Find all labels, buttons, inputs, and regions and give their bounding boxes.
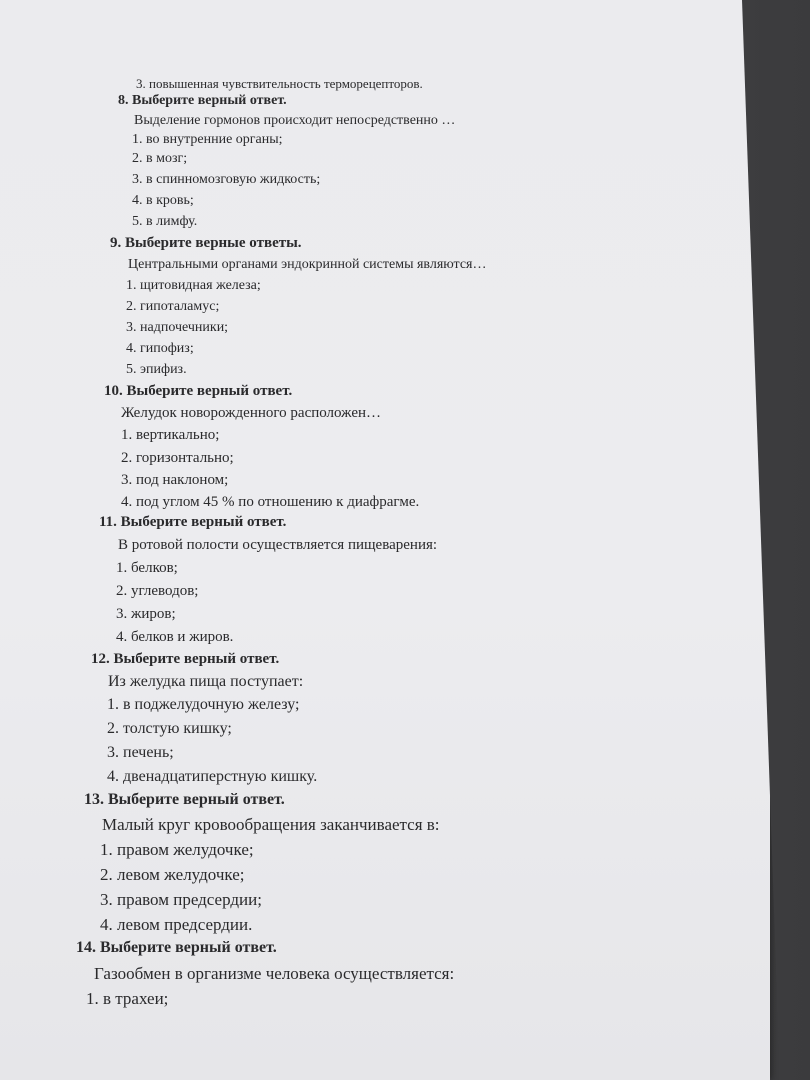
answer-option: 4. двенадцатиперстную кишку. [107,768,318,785]
answer-option: 2. толстую кишку; [107,720,232,737]
question-prompt: Центральными органами эндокринной системы являются… [128,257,487,272]
question-title: 9. Выберите верные ответы. [110,235,302,251]
answer-option: 3. надпочечники; [126,320,229,335]
question-title: 12. Выберите верный ответ. [91,651,280,667]
answer-option: 3. жиров; [116,606,176,622]
answer-option: 2. углеводов; [116,583,199,599]
answer-option: 5. эпифиз. [126,362,187,377]
answer-option: 4. в кровь; [132,193,194,208]
answer-option: 1. белков; [116,560,178,576]
question-title: 8. Выберите верный ответ. [118,93,287,108]
answer-option: 4. под углом 45 % по отношению к диафрагме. [121,494,420,510]
question-prompt: Из желудка пища поступает: [108,673,304,690]
answer-option: 2. горизонтально; [121,450,234,466]
answer-option: 3. правом предсердии; [100,890,262,909]
question-prompt: Малый круг кровообращения заканчивается в: [102,815,440,834]
answer-option: 4. левом предсердии. [100,915,253,934]
answer-option: 1. в поджелудочную железу; [107,696,300,713]
answer-option: 3. в спинномозговую жидкость; [132,172,321,187]
question-title: 10. Выберите верный ответ. [104,383,293,399]
question-prompt: Газообмен в организме человека осуществляется: [94,964,455,983]
answer-option: 2. левом желудочке; [100,865,245,884]
answer-option: 3. печень; [107,744,174,761]
answer-option: 2. гипоталамус; [126,299,220,314]
intro-line: 3. повышенная чувствительность терморецепторов. [136,76,423,91]
question-title: 14. Выберите верный ответ. [76,939,277,956]
question-title: 13. Выберите верный ответ. [84,791,285,808]
answer-option: 5. в лимфу. [132,214,198,229]
answer-option: 1. в трахеи; [86,989,169,1008]
answer-option: 4. гипофиз; [126,341,194,356]
question-prompt: Желудок новорожденного расположен… [121,405,382,421]
question-title: 11. Выберите верный ответ. [99,514,287,530]
answer-option: 1. правом желудочке; [100,840,254,859]
answer-option: 4. белков и жиров. [116,629,234,645]
question-prompt: В ротовой полости осуществляется пищеварения: [118,537,438,553]
answer-option: 2. в мозг; [132,151,188,166]
answer-option: 1. вертикально; [121,427,220,443]
answer-option: 3. под наклоном; [121,472,229,488]
answer-option: 1. во внутренние органы; [132,132,283,147]
question-prompt: Выделение гормонов происходит непосредственно … [134,113,456,128]
answer-option: 1. щитовидная железа; [126,278,261,293]
